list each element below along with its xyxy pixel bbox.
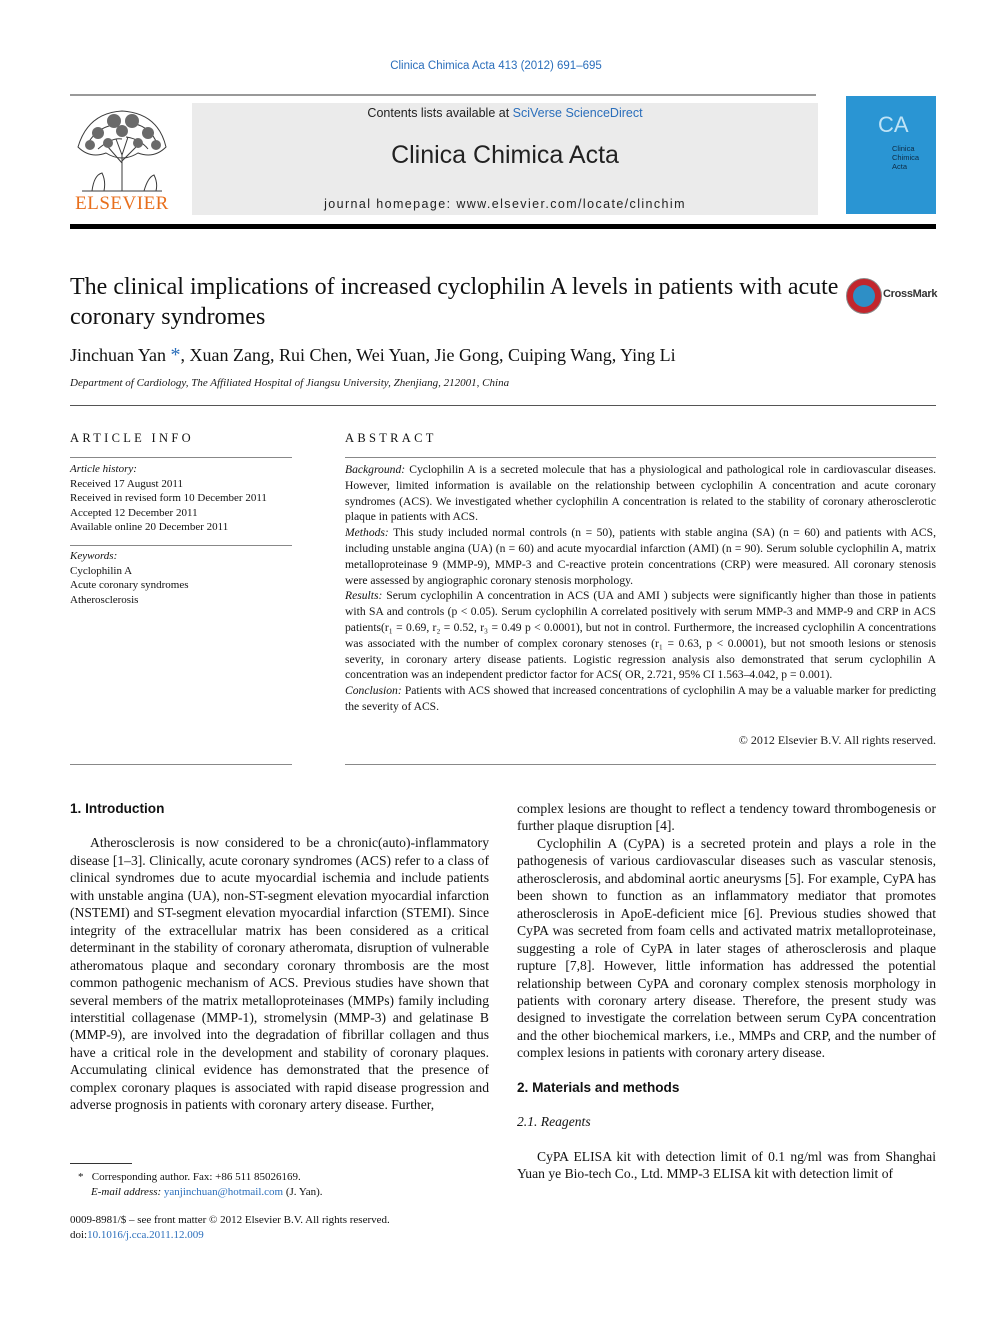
cover-title-line: Chimica	[892, 153, 920, 162]
footnote-star: *	[78, 1171, 84, 1183]
keyword-item: Acute coronary syndromes	[70, 579, 189, 591]
crossmark-icon	[846, 278, 882, 314]
contents-line	[192, 106, 818, 120]
keyword-item: Cyclophilin A	[70, 564, 133, 577]
keywords	[70, 549, 292, 607]
footnote-rule	[70, 1163, 132, 1164]
title-divider	[70, 405, 936, 406]
history-label: Article history:	[70, 463, 137, 475]
author-list	[70, 344, 936, 367]
elsevier-wordmark: ELSEVIER	[75, 193, 169, 214]
issn-line: 0009-8981/$ – see front matter © 2012 Elsevier B.V. All rights reserved.	[70, 1214, 390, 1226]
corresponding-footnote	[78, 1170, 488, 1200]
results-text: Serum cyclophilin A concentration in ACS (UA and AMI ) subjects were significantly higher than those in patients with SA and controls (p < 0.05). Serum cyclophilin A correlated positively with serum MMP-3 and MMP-9 and CRP in ACS patients(r₁ = 0.69, r₂ = 0.52, r₃ = 0.49 p < 0.0001), but not in control. Furthermore, the increased cyclophilin A concentrations was associated with the number of complex coronary stenoses (r₁ = 0.63, p < 0.0001), but not smooth lesions or stenosis severity, in coronary artery disease patients. Logistic regression analysis also demonstrated that serum cyclophilin A concentration was an independent predictor factor for ACS( OR, 2.721, 95% CI 1.563–4.042, p = 0.001).	[345, 589, 936, 682]
methods-text: This study included normal controls (n = 50), patients with stable angina (SA) (n = 60) and patients with ACS, including unstable angina (UA) (n = 60) and acute myocardial infarction (AMI) (n = 90). Serum soluble cyclophilin A, matrix metalloproteinase 9 (MMP-9), MMP-3 and C-reactive protein concentrations (CRP) were measured. All coronary stenosis were assessed by angiographic coronary stenosis morphology.	[345, 526, 936, 587]
crossmark-label: CrossMark	[883, 288, 938, 300]
crossmark-badge[interactable]	[846, 278, 940, 314]
front-matter-footer	[70, 1213, 490, 1243]
right-column	[517, 800, 936, 1183]
abstract-text	[345, 462, 936, 715]
history-item: Received in revised form 10 December 2011	[70, 492, 267, 504]
abstract-rule	[345, 457, 936, 458]
doi-label: doi:	[70, 1229, 88, 1241]
abstract-copyright: © 2012 Elsevier B.V. All rights reserved.	[738, 733, 936, 747]
email-link[interactable]: yanjinchuan@hotmail.com	[163, 1186, 284, 1198]
cover-title-line: Clinica	[892, 144, 915, 153]
corresponding-author-text: Corresponding author. Fax: +86 511 85026169.	[91, 1171, 301, 1183]
results-label: Results:	[345, 589, 383, 603]
intro-paragraph: Atherosclerosis is now considered to be a chronic(auto)-inflammatory disease [1–3]. Clinically, acute coronary syndromes (ACS) refer to a class of clinical syndromes due to acute myocardial ischemia and include patients with unstable angina (UA), non-ST-segment elevation myocardial infarction (NSTEMI) and ST-segment elevation myocardial infarction (STEMI). Since integrity of the extracellular matrix has been considered as a critical determinant in the stability of coronary atheromata, disruption of vulnerable atheromatous plaque and secondary coronary thrombosis are the most common pathogenic mechanism of ACS. Previous studies have shown that several members of the matrix metalloproteinases (MMPs) family including interstitial collagenase (MMP-1), stromelysin (MMP-3) and gelatinase B (MMP-9), are involved into the degradation of fibrillar collagen and thus have a critical role in the development and stability of coronary plaques. Accumulating clinical evidence has demonstrated that the presence of complex coronary plaques is associated with rapid disease progression and adverse prognosis in patients with coronary artery disease. Further,	[70, 835, 489, 1113]
keyword-item: Atherosclerosis	[70, 593, 139, 606]
subsection-heading-reagents: 2.1. Reagents	[517, 1114, 591, 1130]
methods-label: Methods:	[345, 526, 389, 540]
email-line	[78, 1185, 488, 1200]
abstract-results	[345, 588, 936, 683]
journal-title: Clinica Chimica Acta	[391, 141, 619, 169]
doi-link[interactable]: 10.1016/j.cca.2011.12.009	[87, 1229, 204, 1241]
conclusion-label: Conclusion:	[345, 684, 402, 698]
journal-banner	[192, 103, 818, 215]
conclusion-text: Patients with ACS showed that increased concentrations of cyclophilin A may be a valuable marker for predicting the severity of ACS.	[345, 684, 936, 713]
elsevier-logo[interactable]	[68, 103, 176, 215]
cypa-paragraph: Cyclophilin A (CyPA) is a secreted protein and plays a role in the pathogenesis of various cardiovascular diseases such as vascular stenosis, atherosclerosis, and abdominal aortic aneurysms [5]. For example, CyPA has been shown to function as an inflammatory mediator that promotes atherosclerosis in ApoE-deficient mice [6]. Previous studies showed that CyPA was secreted from foam cells and activated matrix metalloproteinase, suggesting a role of CyPA in later stages of atherosclerosis and plaque rupture [7,8]. However, little information has addressed the potential relationship between CyPA and coronary complex stenosis morphology in patients with coronary artery disease. Therefore, the present study was designed to investigate the correlation between serum CyPA concentration and the other biochemical markers, i.e., MMPs and CRP, and the number of complex lesions in patients with coronary artery disease.	[517, 835, 936, 1061]
doi-line	[70, 1228, 490, 1243]
email-suffix: (J. Yan).	[283, 1186, 323, 1198]
background-text: Cyclophilin A is a secreted molecule that has a physiological and pathological role in cardiovascular diseases. However, limited information is available on the relationship between cyclophilin A concentration and acute coronary syndromes (ACS). We investigated whether cyclophilin A concentration is related to the stability of coronary atherosclerotic plaque in patients with ACS.	[345, 463, 936, 524]
intro-continuation: complex lesions are thought to reflect a tendency toward thrombogenesis or further plaque disruption [4].	[517, 801, 936, 834]
reagents-paragraph: CyPA ELISA kit with detection limit of 0.1 ng/ml was from Shanghai Yuan ye Bio-tech Co., Ltd. MMP-3 ELISA kit with detection limit of	[517, 1148, 936, 1182]
corresponding-author-star[interactable]: *	[170, 344, 181, 366]
article-title: The clinical implications of increased cyclophilin A levels in patients with acute coronary syndromes	[70, 274, 839, 330]
history-item: Available online 20 December 2011	[70, 521, 229, 533]
abstract-background	[345, 462, 936, 525]
section-heading-introduction: 1. Introduction	[70, 801, 165, 816]
cover-abbrev: CA	[878, 112, 909, 137]
history-item: Received 17 August 2011	[70, 477, 183, 490]
header-rule	[70, 94, 816, 96]
abstract-heading: ABSTRACT	[345, 431, 437, 445]
cover-title	[892, 144, 919, 171]
article-info-heading: ARTICLE INFO	[70, 431, 194, 445]
left-column	[70, 800, 489, 1114]
abstract-conclusion	[345, 683, 936, 715]
header-thick-rule	[70, 224, 936, 229]
abstract-methods	[345, 525, 936, 588]
elsevier-tree-icon	[68, 103, 176, 193]
keywords-rule	[70, 545, 292, 546]
contents-prefix: Contents lists available at	[367, 106, 513, 120]
keywords-label: Keywords:	[70, 550, 118, 562]
journal-cover-thumbnail[interactable]	[846, 96, 936, 214]
corresponding-line	[78, 1170, 488, 1185]
article-history	[70, 462, 292, 535]
email-label: E-mail address:	[91, 1186, 162, 1198]
background-label: Background:	[345, 463, 406, 476]
section-heading-methods: 2. Materials and methods	[517, 1079, 680, 1095]
journal-citation[interactable]: Clinica Chimica Acta 413 (2012) 691–695	[390, 60, 602, 72]
journal-homepage[interactable]: journal homepage: www.elsevier.com/locate/clinchim	[324, 197, 686, 211]
affiliation: Department of Cardiology, The Affiliated Hospital of Jiangsu University, Zhenjiang, 212001, China	[70, 377, 510, 389]
first-author: Jinchuan Yan	[70, 345, 167, 365]
sciencedirect-link[interactable]: SciVerse ScienceDirect	[512, 106, 643, 120]
article-info-bottom-rule	[70, 764, 292, 765]
other-authors: , Xuan Zang, Rui Chen, Wei Yuan, Jie Gong, Cuiping Wang, Ying Li	[180, 345, 676, 365]
abstract-bottom-rule	[345, 764, 936, 765]
cover-title-line: Acta	[892, 162, 908, 171]
article-info-rule	[70, 457, 292, 458]
history-item: Accepted 12 December 2011	[70, 506, 198, 519]
